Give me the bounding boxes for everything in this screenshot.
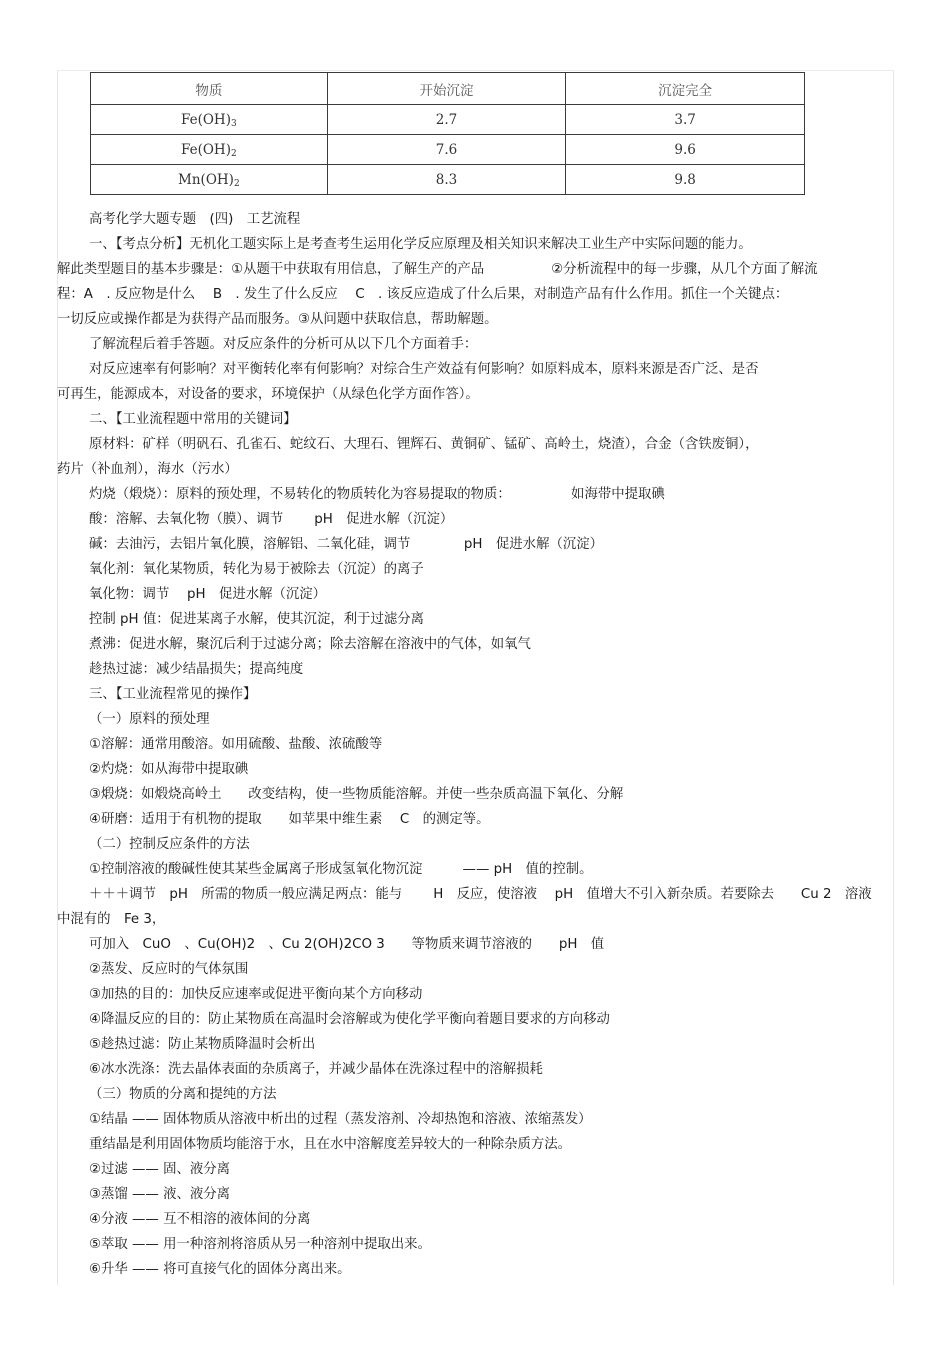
text-line: 灼烧（煅烧）：原料的预处理，不易转化的物质转化为容易提取的物质： 如海带中提取碘 [89,487,665,502]
table-row [91,135,805,165]
text-line: 控制 pH 值：促进某离子水解，使其沉淀，利于过滤分离 [89,612,425,627]
start-ph-cell: 8.3 [327,165,566,195]
ph-table [90,72,805,195]
text-line: ⑥冰水洗涤：洗去晶体表面的杂质离子，并减少晶体在洗涤过程中的溶解损耗 [89,1062,543,1077]
substance-cell: $Mn(OH)_2$ [91,165,328,195]
text-line: 可加入 CuO 、Cu(OH)2 、Cu 2(OH)2CO 3 等物质来调节溶液的 pH 值 [89,937,605,952]
top-border [57,70,894,71]
text-line: ①控制溶液的酸碱性使其某些金属离子形成氢氧化物沉淀 —— pH 值的控制。 [89,862,593,877]
text-line: 药片（补血剂），海水（污水） [57,462,238,477]
text-line: 可再生，能源成本，对设备的要求，环境保护（从绿色化学方面作答）。 [57,387,479,402]
start-ph-cell: 2.7 [327,105,566,135]
subsection-heading: （三）物质的分离和提纯的方法 [89,1087,277,1102]
text-line: 煮沸：促进水解，聚沉后利于过滤分离；除去溶解在溶液中的气体，如氧气 [89,637,531,652]
substance-cell: $Fe(OH)_3$ [91,105,328,135]
text-line: 解此类型题目的基本步骤是：①从题干中获取有用信息，了解生产的产品 ②分析流程中的每一步骤，从几个方面了解流 [57,262,818,277]
text-line: ＋＋＋调节 pH 所需的物质一般应满足两点：能与 H 反应，使溶液 pH 值增大不引入新杂质。若要除去 Cu 2 溶液 [89,887,872,902]
text-line: 碱：去油污，去铝片氧化膜，溶解铝、二氧化硅，调节 pH 促进水解（沉淀） [89,537,604,552]
text-line: ④分液 —— 互不相溶的液体间的分离 [89,1212,311,1227]
complete-ph-cell: 9.6 [566,135,805,165]
text-line: ①溶解：通常用酸溶。如用硫酸、盐酸、浓硫酸等 [89,737,383,752]
text-line: 中混有的 Fe 3， [57,912,166,927]
header-cell: 开始沉淀 [327,73,566,105]
text-line: ②蒸发、反应时的气体氛围 [89,962,249,977]
text-line: ⑤萃取 —— 用一种溶剂将溶质从另一种溶剂中提取出来。 [89,1237,431,1252]
text-line: ④降温反应的目的：防止某物质在高温时会溶解或为使化学平衡向着题目要求的方向移动 [89,1012,610,1027]
subsection-heading: （二）控制反应条件的方法 [89,837,250,852]
text-line: 趁热过滤：减少结晶损失；提高纯度 [89,662,304,677]
text-line: 重结晶是利用固体物质均能溶于水，且在水中溶解度差异较大的一种除杂质方法。 [89,1137,572,1152]
text-line: ①结晶 —— 固体物质从溶液中析出的过程（蒸发溶剂、冷却热饱和溶液、浓缩蒸发） [89,1112,592,1127]
header-cell: 物质 [91,73,328,105]
table-row [91,105,805,135]
section-heading: 三、【工业流程常见的操作】 [89,687,257,702]
text-line: ②灼烧：如从海带中提取碘 [89,762,249,777]
header-cell: 沉淀完全 [566,73,805,105]
text-line: 程：A . 反应物是什么 B . 发生了什么反应 C . 该反应造成了什么后果，对制造产品有什么作用。抓住一个关键点： [57,287,789,302]
text-line: 对反应速率有何影响？对平衡转化率有何影响？对综合生产效益有何影响？如原料成本，原料来源是否广泛、是否 [89,362,759,377]
text-line: ⑥升华 —— 将可直接气化的固体分离出来。 [89,1262,351,1277]
text-line: 酸：溶解、去氧化物（膜）、调节 pH 促进水解（沉淀） [89,512,454,527]
section-heading: 二、【工业流程题中常用的关键词】 [89,412,297,427]
text-line: 一切反应或操作都是为获得产品而服务。③从问题中获取信息，帮助解题。 [57,312,498,327]
start-ph-cell: 7.6 [327,135,566,165]
text-line: ③加热的目的：加快反应速率或促进平衡向某个方向移动 [89,987,423,1002]
text-line: ③煅烧：如煅烧高岭土 改变结构，使一些物质能溶解。并使一些杂质高温下氧化、分解 [89,787,624,802]
right-border [893,70,894,1285]
table-header-row [91,73,805,105]
complete-ph-cell: 9.8 [566,165,805,195]
table-row [91,165,805,195]
subsection-heading: （一）原料的预处理 [89,712,210,727]
doc-title: 高考化学大题专题 (四) 工艺流程 [89,212,301,227]
text-line: 氧化物：调节 pH 促进水解（沉淀） [89,587,327,602]
substance-cell: $Fe(OH)_2$ [91,135,328,165]
text-line: 了解流程后着手答题。对反应条件的分析可从以下几个方面着手： [89,337,478,352]
left-border [57,70,58,1285]
text-line: ③蒸馏 —— 液、液分离 [89,1187,231,1202]
text-line: 原材料：矿样（明矾石、孔雀石、蛇纹石、大理石、锂辉石、黄铜矿、锰矿、高岭土，烧渣），合金（含铁废铜）， [89,437,759,452]
text-line: 一、【考点分析】无机化工题实际上是考查考生运用化学反应原理及相关知识来解决工业生产中实际问题的能力。 [89,237,752,252]
text-line: 氧化剂：氧化某物质，转化为易于被除去（沉淀）的离子 [89,562,424,577]
text-line: ②过滤 —— 固、液分离 [89,1162,231,1177]
complete-ph-cell: 3.7 [566,105,805,135]
text-line: ④研磨：适用于有机物的提取 如苹果中维生素 C 的测定等。 [89,812,490,827]
text-line: ⑤趁热过滤：防止某物质降温时会析出 [89,1037,316,1052]
